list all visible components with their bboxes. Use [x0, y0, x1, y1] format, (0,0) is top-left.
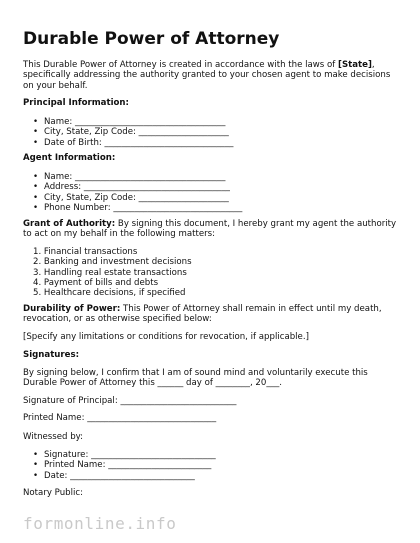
principal-name-field: • Name: ___________________________________ [23, 117, 233, 127]
witness-signature-field: • Signature: _____________________________ [23, 450, 216, 460]
grant-item: 3. Handling real estate transactions [33, 267, 187, 278]
revocation-placeholder: [Specify any limitations or conditions for revocation, if applicable.] [23, 332, 309, 342]
agent-name-field: • Name: ___________________________________ [23, 172, 242, 182]
intro-paragraph [23, 60, 403, 91]
durability-text: This Power of Attorney shall remain in effect until my death, revocation, or as otherwise specified below: [23, 304, 382, 325]
witnessed-by-label: Witnessed by: [23, 432, 84, 442]
agent-city-field: • City, State, Zip Code: _____________________ [23, 193, 242, 203]
grant-text: By signing this document, I hereby grant my agent the authority to act on my behalf in the following matters: [23, 219, 397, 240]
durability-paragraph [23, 304, 403, 325]
agent-fields [23, 172, 242, 213]
state-placeholder: [State] [338, 60, 372, 70]
notary-public-label: Notary Public: [23, 488, 84, 498]
grant-paragraph [23, 219, 403, 240]
witness-date-field: • Date: _____________________________ [23, 471, 216, 481]
grant-item: 2. Banking and investment decisions [33, 257, 192, 268]
principal-signature-line: Signature of Principal: ___________________________ [23, 396, 237, 406]
principal-dob-field: • Date of Birth: ______________________________ [23, 138, 233, 148]
grant-item: 1. Financial transactions [33, 247, 138, 257]
durability-label: Durability of Power: [23, 304, 121, 314]
printed-name-line: Printed Name: ______________________________ [23, 413, 217, 423]
site-watermark: formonline.info [23, 514, 177, 533]
intro-text-after: , specifically addressing the authority granted to your chosen agent to make decisions on your behalf. [23, 60, 391, 91]
intro-text-before: This Durable Power of Attorney is created in accordance with the laws of [23, 60, 339, 70]
witness-fields [23, 450, 216, 481]
signatures-heading: Signatures: [23, 350, 80, 360]
grant-label: Grant of Authority: [23, 219, 116, 229]
principal-heading: Principal Information: [23, 98, 129, 108]
principal-fields [23, 117, 233, 148]
grant-item: 5. Healthcare decisions, if specified [33, 288, 186, 299]
principal-city-field: • City, State, Zip Code: _____________________ [23, 127, 233, 137]
signature-statement: By signing below, I confirm that I am of sound mind and voluntarily execute this Durable Power of Attorney this ______ day of ________, 20___. [23, 368, 368, 389]
grant-list [23, 247, 192, 298]
page-title: Durable Power of Attorney [23, 29, 280, 49]
agent-phone-field: • Phone Number: ______________________________ [23, 203, 242, 213]
agent-heading: Agent Information: [23, 153, 116, 163]
agent-address-field: • Address: __________________________________ [23, 182, 242, 192]
witness-printed-name-field: • Printed Name: ________________________ [23, 460, 216, 470]
grant-item: 4. Payment of bills and debts [33, 277, 159, 288]
